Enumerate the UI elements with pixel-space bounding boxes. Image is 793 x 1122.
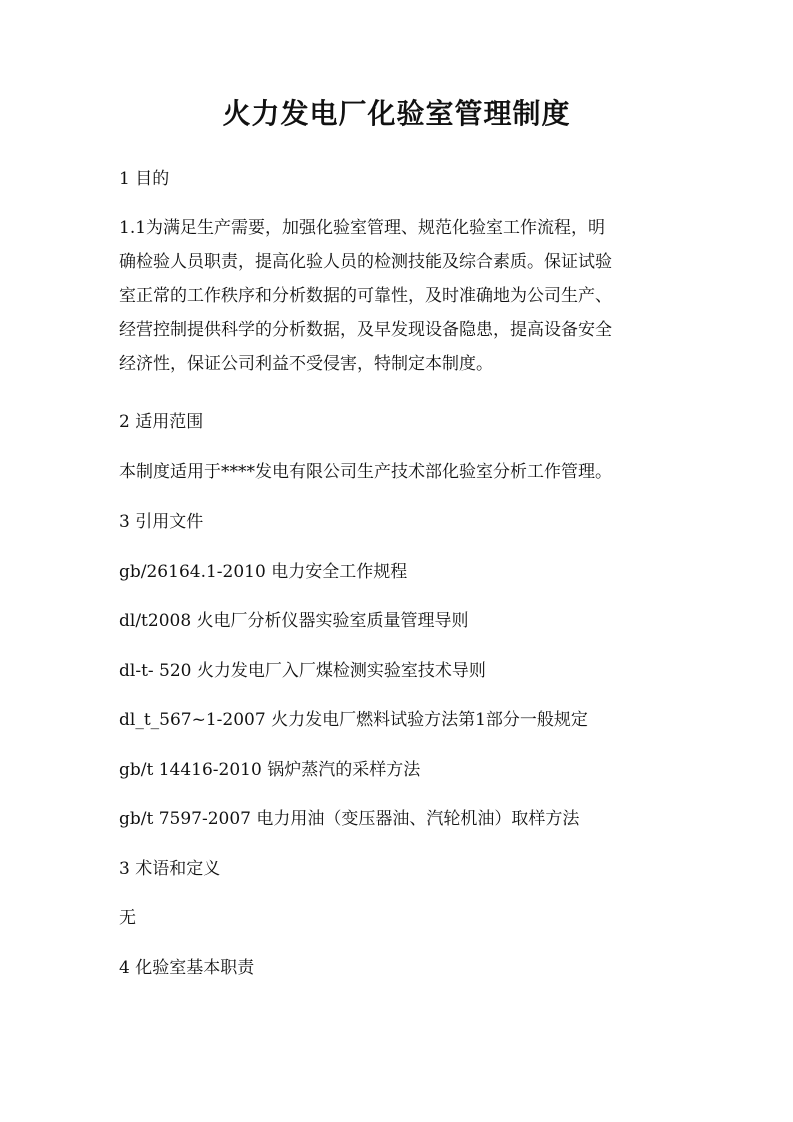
- paragraph-line: 确检验人员职责，提高化验人员的检测技能及综合素质。保证试验: [119, 252, 612, 272]
- document-title: 火力发电厂化验室管理制度: [222, 97, 571, 130]
- section-heading-duties: 4 化验室基本职责: [119, 958, 255, 978]
- reference-item: gb/t 7597-2007 电力用油（变压器油、汽轮机油）取样方法: [119, 809, 580, 829]
- paragraph-line: 室正常的工作秩序和分析数据的可靠性，及时准确地为公司生产、: [119, 286, 612, 306]
- section-heading-purpose: 1 目的: [119, 169, 170, 189]
- reference-item: dl-t- 520 火力发电厂入厂煤检测实验室技术导则: [119, 661, 486, 681]
- reference-item: gb/t 14416-2010 锅炉蒸汽的采样方法: [119, 760, 421, 780]
- paragraph-line: 1.1为满足生产需要，加强化验室管理、规范化验室工作流程，明: [119, 218, 606, 238]
- paragraph-line: 经营控制提供科学的分析数据，及早发现设备隐患，提高设备安全: [119, 320, 612, 340]
- scope-text: 本制度适用于****发电有限公司生产技术部化验室分析工作管理。: [119, 462, 612, 482]
- section-heading-references: 3 引用文件: [119, 512, 204, 532]
- reference-item: gb/26164.1-2010 电力安全工作规程: [119, 562, 408, 582]
- section-heading-scope: 2 适用范围: [119, 412, 204, 432]
- section-heading-terms: 3 术语和定义: [119, 859, 221, 879]
- purpose-paragraph: [119, 211, 679, 381]
- reference-item: dl_t_567~1-2007 火力发电厂燃料试验方法第1部分一般规定: [119, 710, 588, 730]
- terms-text: 无: [119, 908, 136, 928]
- reference-item: dl/t2008 火电厂分析仪器实验室质量管理导则: [119, 611, 469, 631]
- paragraph-line: 经济性，保证公司利益不受侵害，特制定本制度。: [119, 354, 493, 374]
